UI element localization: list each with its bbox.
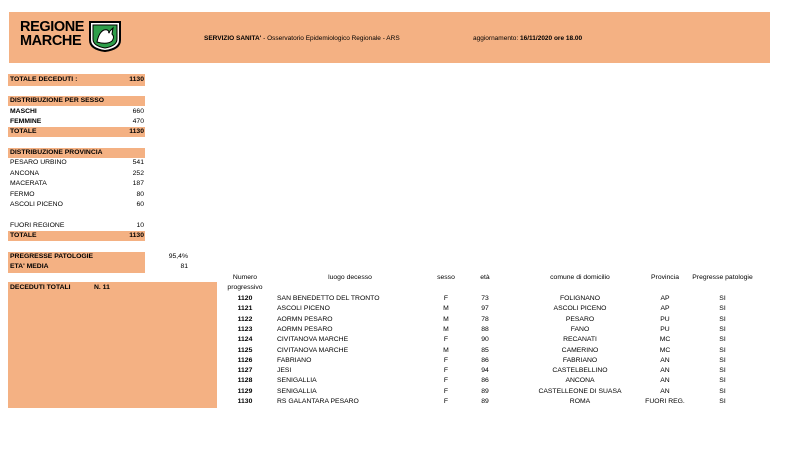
cell-numero: 1128 — [237, 377, 253, 385]
cell-eta: 88 — [481, 325, 489, 333]
cell-patologie: SI — [719, 305, 726, 313]
cell-eta: 86 — [481, 356, 489, 364]
provincia-label: MACERATA — [10, 180, 47, 187]
cell-comune: RECANATI — [563, 336, 597, 344]
service-subtitle: - Osservatorio Epidemiologico Regionale - ARS — [261, 35, 400, 42]
cell-provincia: AN — [660, 377, 670, 385]
cell-comune: CASTELBELLINO — [552, 367, 608, 375]
cell-comune: CASTELLEONE DI SUASA — [538, 387, 622, 395]
cell-comune: FABRIANO — [562, 356, 598, 364]
cell-eta: 73 — [481, 295, 489, 302]
cell-patologie: SI — [719, 387, 726, 395]
cell-sesso: F — [443, 377, 449, 385]
table-row — [225, 304, 765, 314]
provincia-value: 60 — [136, 201, 144, 208]
cell-provincia: AN — [660, 356, 670, 364]
table-row — [225, 325, 765, 335]
cell-numero: 1130 — [237, 398, 253, 405]
cell-numero: 1125 — [237, 346, 253, 354]
cell-sesso: F — [443, 295, 449, 302]
cell-luogo: FABRIANO — [277, 356, 312, 364]
logo-line-1: REGIONE — [20, 19, 85, 35]
sesso-total-value: 1130 — [129, 128, 144, 135]
cell-eta: 89 — [481, 398, 489, 405]
cell-numero: 1124 — [237, 336, 253, 344]
cell-sesso: F — [443, 398, 449, 405]
deceduti-totali-count: N. 11 — [94, 284, 110, 291]
header-luogo: luogo decesso — [328, 274, 372, 281]
provincia-title-text: DISTRIBUZIONE PROVINCIA — [10, 149, 103, 156]
cell-patologie: SI — [719, 367, 726, 375]
service-name: SERVIZIO SANITA' — [204, 35, 262, 42]
sesso-value: 470 — [132, 118, 144, 125]
deceduti-totali-label: DECEDUTI TOTALI — [10, 284, 71, 291]
cell-comune: PESARO — [565, 315, 595, 323]
cell-eta: 85 — [481, 346, 489, 354]
cell-sesso: F — [443, 356, 449, 364]
cell-numero: 1127 — [237, 367, 253, 375]
regione-marche-emblem-icon — [88, 20, 122, 52]
fuori-regione-row — [10, 221, 144, 231]
logo-line-2: MARCHE — [20, 33, 82, 49]
header-numero — [225, 273, 265, 293]
cell-luogo: AORMN PESARO — [277, 325, 333, 333]
provincia-row — [10, 158, 144, 168]
table-row — [225, 346, 765, 356]
cell-provincia: AN — [660, 367, 670, 375]
cell-numero: 1121 — [237, 305, 253, 313]
cell-patologie: SI — [719, 325, 726, 333]
fuori-regione-label: FUORI REGIONE — [10, 222, 65, 229]
cell-provincia: AP — [660, 295, 670, 302]
cell-patologie: SI — [719, 377, 726, 385]
update-value: 16/11/2020 ore 18.00 — [519, 35, 583, 42]
totale-deceduti-row — [10, 75, 144, 85]
table-row — [225, 397, 765, 407]
update-timestamp — [473, 35, 582, 42]
cell-luogo: CIVITANOVA MARCHE — [277, 336, 349, 344]
cell-numero: 1120 — [237, 295, 253, 302]
cell-luogo: AORMN PESARO — [277, 315, 333, 323]
cell-patologie: SI — [719, 356, 726, 364]
cell-luogo: ASCOLI PICENO — [277, 305, 330, 313]
cell-sesso: F — [443, 336, 449, 344]
cell-eta: 97 — [481, 305, 489, 313]
table-row — [225, 376, 765, 386]
cell-patologie: SI — [719, 336, 726, 344]
cell-comune: FANO — [570, 325, 590, 333]
cell-provincia: MC — [659, 336, 671, 344]
deceduti-totali-panel — [8, 282, 217, 408]
cell-sesso: F — [443, 367, 449, 375]
header-patologie: Pregresse patologie — [692, 274, 753, 281]
provincia-row — [10, 190, 144, 200]
cell-numero: 1122 — [237, 315, 253, 323]
table-row — [225, 335, 765, 345]
cell-sesso: M — [443, 305, 449, 313]
provincia-row — [10, 200, 144, 210]
sesso-title-text: DISTRIBUZIONE PER SESSO — [10, 97, 105, 104]
table-row — [225, 294, 765, 304]
fuori-regione-value: 10 — [136, 222, 144, 229]
cell-patologie: SI — [719, 346, 726, 354]
cell-patologie: SI — [719, 315, 726, 323]
table-row — [225, 315, 765, 325]
provincia-total-row — [10, 231, 144, 241]
service-title — [204, 35, 400, 42]
eta-media-label: ETA' MEDIA — [10, 263, 49, 270]
sesso-total-row — [10, 127, 144, 137]
cell-luogo: SAN BENEDETTO DEL TRONTO — [277, 295, 380, 302]
sesso-value: 660 — [132, 108, 144, 115]
provincia-title — [10, 148, 144, 158]
cell-sesso: M — [443, 325, 449, 333]
sesso-row-maschi — [10, 107, 144, 117]
provincia-total-value: 1130 — [129, 232, 144, 239]
cell-patologie: SI — [719, 398, 726, 405]
provincia-label: PESARO URBINO — [10, 159, 67, 166]
cell-eta: 90 — [481, 336, 489, 344]
patologie-label: PREGRESSE PATOLOGIE — [10, 253, 94, 260]
provincia-label: ANCONA — [10, 170, 40, 177]
totale-deceduti-value: 1130 — [129, 76, 144, 83]
cell-comune: ANCONA — [565, 377, 595, 385]
sesso-label: FEMMINE — [10, 118, 42, 125]
cell-eta: 86 — [481, 377, 489, 385]
provincia-value: 80 — [136, 191, 144, 198]
update-label: aggiornamento: — [473, 35, 520, 42]
cell-comune: ROMA — [569, 398, 591, 405]
cell-numero: 1129 — [237, 387, 253, 395]
cell-patologie: SI — [719, 295, 726, 302]
cell-provincia: MC — [659, 346, 671, 354]
cell-provincia: AP — [660, 305, 670, 313]
cell-provincia: AN — [660, 387, 670, 395]
cell-comune: CAMERINO — [561, 346, 599, 354]
cell-sesso: M — [443, 315, 449, 323]
cell-sesso: F — [443, 387, 449, 395]
patologie-value: 95,4% — [168, 253, 188, 260]
sesso-label: MASCHI — [10, 108, 37, 115]
cell-numero: 1126 — [237, 356, 253, 364]
cell-luogo: CIVITANOVA MARCHE — [277, 346, 349, 354]
cell-luogo: SENIGALLIA — [277, 387, 317, 395]
header-provincia: Provincia — [651, 274, 679, 281]
cell-comune: ASCOLI PICENO — [553, 305, 607, 313]
header-eta: età — [480, 274, 490, 281]
cell-eta: 94 — [481, 367, 489, 375]
provincia-label: ASCOLI PICENO — [10, 201, 63, 208]
header-numero-line2: progressivo — [227, 284, 263, 291]
header-sesso: sesso — [437, 274, 455, 281]
cell-luogo: SENIGALLIA — [277, 377, 317, 385]
cell-comune: FOLIGNANO — [559, 295, 601, 302]
provincia-value: 187 — [132, 180, 144, 187]
provincia-value: 252 — [132, 170, 144, 177]
table-row — [225, 366, 765, 376]
cell-luogo: JESI — [277, 367, 292, 375]
cell-provincia: PU — [660, 325, 670, 333]
header-numero-line1: Numero — [232, 274, 258, 281]
cell-sesso: M — [443, 346, 449, 354]
cell-numero: 1123 — [237, 325, 253, 333]
provincia-row — [10, 169, 144, 179]
cell-luogo: RS GALANTARA PESARO — [277, 398, 359, 405]
sesso-title — [10, 96, 144, 106]
provincia-total-label: TOTALE — [10, 232, 37, 239]
regione-marche-logo — [20, 20, 84, 48]
provincia-label: FERMO — [10, 191, 35, 198]
provincia-row — [10, 179, 144, 189]
table-row — [225, 356, 765, 366]
table-row — [225, 387, 765, 397]
header-comune: comune di domicilio — [550, 274, 610, 281]
cell-provincia: FUORI REG. — [645, 398, 685, 405]
sesso-row-femmine — [10, 117, 144, 127]
totale-deceduti-label: TOTALE DECEDUTI : — [10, 76, 78, 83]
cell-provincia: PU — [660, 315, 670, 323]
cell-eta: 78 — [481, 315, 489, 323]
sesso-total-label: TOTALE — [10, 128, 37, 135]
eta-media-value: 81 — [180, 263, 188, 270]
provincia-value: 541 — [132, 159, 144, 166]
cell-eta: 89 — [481, 387, 489, 395]
